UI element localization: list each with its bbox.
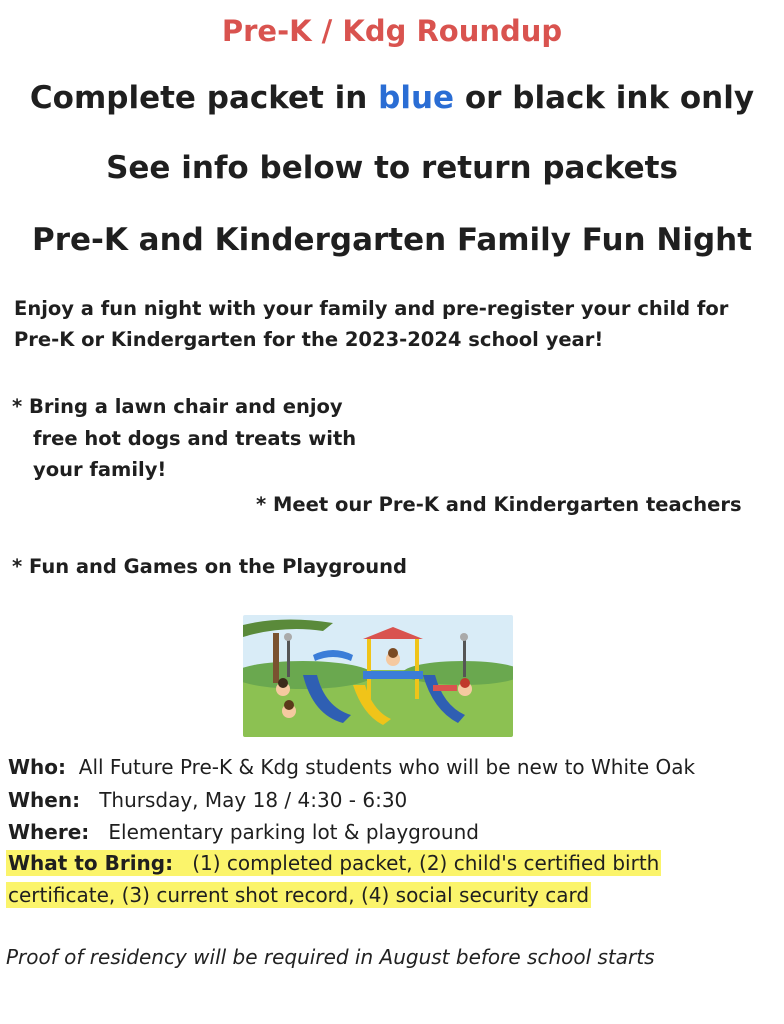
ink-instruction-post: or black ink only <box>454 80 755 116</box>
intro-line-2: Pre-K or Kindergarten for the 2023-2024 school year! <box>14 328 604 351</box>
bring-label: What to Bring: <box>8 851 174 875</box>
where-row <box>8 820 479 844</box>
intro-line-1: Enjoy a fun night with your family and pre-register your child for <box>14 297 729 320</box>
who-row <box>8 755 695 779</box>
event-heading: Pre-K and Kindergarten Family Fun Night <box>31 222 753 258</box>
playground-image <box>243 615 513 737</box>
ink-color-blue: blue <box>378 80 455 116</box>
where-label: Where: <box>8 820 90 844</box>
bullet-fun-games: * Fun and Games on the Playground <box>12 555 408 578</box>
return-info-heading: See info below to return packets <box>106 150 678 186</box>
residency-note: Proof of residency will be required in August before school starts <box>6 945 655 969</box>
playground-illustration <box>243 615 513 737</box>
where-value: Elementary parking lot & playground <box>108 820 479 844</box>
bring-row <box>6 851 661 875</box>
bullet-meet-teachers: * Meet our Pre-K and Kindergarten teachers <box>256 493 742 516</box>
bullet-lawn-chair: * Bring a lawn chair and enjoy <box>12 395 343 418</box>
ink-instruction-pre: Complete packet in <box>29 80 379 116</box>
bring-row-cont <box>6 883 591 907</box>
when-row <box>8 788 407 812</box>
bring-highlight-1 <box>6 850 661 876</box>
who-value: All Future Pre-K & Kdg students who will be new to White Oak <box>78 755 696 779</box>
flyer-title: Pre-K / Kdg Roundup <box>221 14 563 48</box>
bring-value-1: (1) completed packet, (2) child's certified birth <box>192 851 660 875</box>
who-label: Who: <box>8 755 67 779</box>
bullet-lawn-chair-cont-1: free hot dogs and treats with <box>33 427 357 450</box>
when-value: Thursday, May 18 / 4:30 - 6:30 <box>99 788 408 812</box>
ink-instruction <box>0 80 784 116</box>
when-label: When: <box>8 788 81 812</box>
bring-value-2: certificate, (3) current shot record, (4) social security card <box>8 883 590 907</box>
bullet-lawn-chair-cont-2: your family! <box>33 458 167 481</box>
